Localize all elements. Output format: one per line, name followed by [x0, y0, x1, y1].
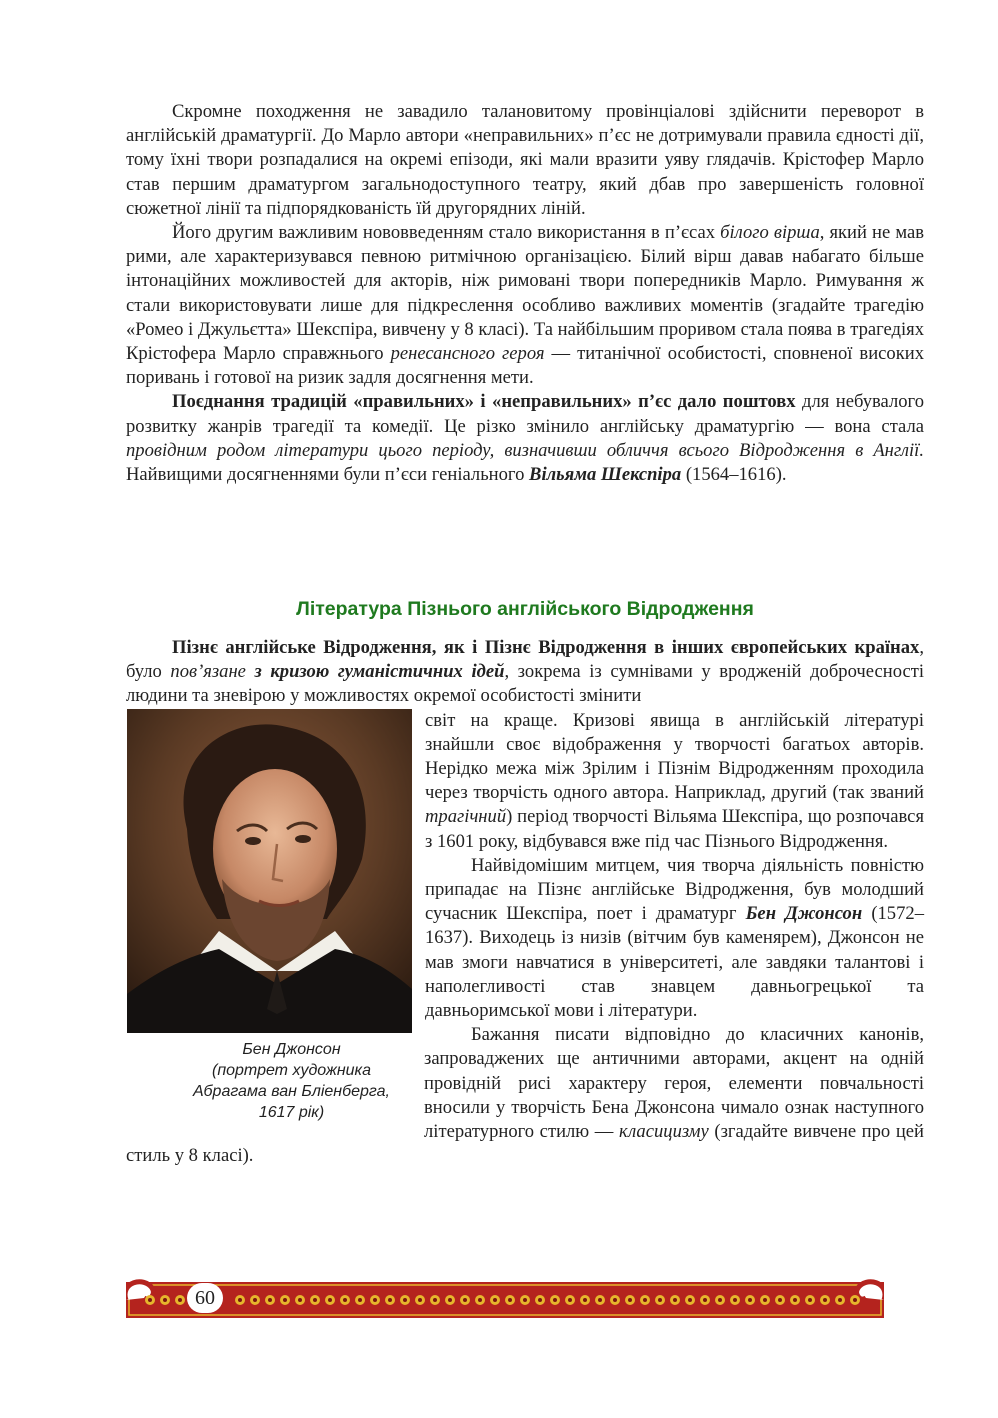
ornament-rosette-center	[553, 1298, 557, 1302]
ornament-rosette-center	[808, 1298, 812, 1302]
ornament-rosette-center	[358, 1298, 362, 1302]
ornament-rosette-center	[328, 1298, 332, 1302]
ornament-rosette-center	[673, 1298, 677, 1302]
ornament-rosette-center	[478, 1298, 482, 1302]
ornament-rosette-center	[688, 1298, 692, 1302]
ornament-rosette-center	[148, 1298, 152, 1302]
ornament-rosette-center	[343, 1298, 347, 1302]
ornament-rosette-center	[703, 1298, 707, 1302]
ornament-rosette-center	[163, 1298, 167, 1302]
ornament-rosette-center	[718, 1298, 722, 1302]
ornament-rosette-center	[238, 1298, 242, 1302]
section-heading: Література Пізнього англійського Відродження	[296, 598, 754, 620]
ornament-rosette-center	[388, 1298, 392, 1302]
ornament-rosette-center	[178, 1298, 182, 1302]
late-renaissance-text	[126, 636, 924, 1168]
ornament-rosette-center	[568, 1298, 572, 1302]
ornament-rosette-center	[373, 1298, 377, 1302]
ornament-rosette-center	[658, 1298, 662, 1302]
ornament-rosette-center	[268, 1298, 272, 1302]
ornament-rosette-center	[538, 1298, 542, 1302]
ornament-rosette-center	[763, 1298, 767, 1302]
ornament-rosette-center	[313, 1298, 317, 1302]
paragraph-3: Поєднання традицій «правильних» і «неправильних» п’єс дало поштовх для небувалого розвитку жанрів трагедії та комедії. Це різко змінило англійську драматургію — вона стала провідним родом літератури цього періоду, визначивши обличчя всього Відродження в Англії. Найвищими досягненнями були п’єси геніального Вільяма Шекспіра (1564–1616).	[126, 391, 924, 486]
paragraph-4: Пізнє англійське Відродження, як і Пізнє Відродження в інших європейських країнах, було пов’язане з кризою гуманістичних ідей, зокрема із сумнівами у вродженій доброчесності людини та зневірою у можливостях окремої особистості змінити	[126, 637, 924, 707]
ornament-rosette-center	[583, 1298, 587, 1302]
ornament-rosette-center	[628, 1298, 632, 1302]
ornament-rosette-center	[598, 1298, 602, 1302]
paragraph-2: Його другим важливим нововведенням стало використання в п’єсах білого вірша, який не мав рими, але характеризувався певною ритмічною організацією. Білий вірш давав набагато більше інтонаційних можливостей для акторів, ніж римовані твори попередників Марло. Римування ж стали використовувати лише для підкреслення особливо важливих моментів (згадайте трагедію «Ромео і Джульєтта» Шекспіра, вивчену у 8 класі). Та найбільшим проривом стала поява в трагедіях Крістофера Марло справжнього ренесансного героя — титанічної особистості, сповненої високих поривань і готової на ризик задля досягнення мети.	[126, 222, 924, 389]
ornament-rosette-center	[748, 1298, 752, 1302]
ornament-rosette-center	[823, 1298, 827, 1302]
paragraph-6: Бажання писати відповідно до класичних канонів, запроваджених ще античними авторами, акцент на одній провідній рисі характеру героя, елементи повчальності вносили у творчість Бена Джонсона чимало ознак наступного літературного стилю — класицизму (згадайте вивчене про цей стиль у 8 класі).	[126, 1024, 924, 1167]
ornament-rosette-center	[463, 1298, 467, 1302]
ornament-rosette-center	[433, 1298, 437, 1302]
portrait-caption	[126, 1039, 411, 1123]
intro-text	[126, 100, 924, 487]
ornament-rosette-center	[733, 1298, 737, 1302]
ornament-rosette-center	[643, 1298, 647, 1302]
ornament-rosette-center	[448, 1298, 452, 1302]
ornament-rosette-center	[508, 1298, 512, 1302]
caption-line-3: Абрагама ван Бліенберга,	[193, 1082, 390, 1100]
ornament-rosette-center	[493, 1298, 497, 1302]
ben-jonson-portrait	[127, 709, 412, 1033]
ornament-rosette-center	[778, 1298, 782, 1302]
caption-line-1: Бен Джонсон	[242, 1040, 341, 1058]
ornament-rosette-center	[793, 1298, 797, 1302]
caption-line-4: 1617 рік)	[258, 1103, 325, 1121]
ornament-rosette-center	[523, 1298, 527, 1302]
paragraph-4-continued: світ на краще. Кризові явища в англійській літературі знайшли своє відображення у творчості багатьох авторів. Нерідко межа між Зрілим і Пізнім Відродженням проходила через творчість одного автора. Наприклад, другий (так званий трагічний) період творчості Вільяма Шекспіра, що розпочався з 1601 року, відбувався вже під час Пізнього Відродження.	[425, 709, 924, 852]
paragraph-5: Найвідомішим митцем, чия творча діяльність повністю припадає на Пізнє англійське Відродження, був молодший сучасник Шекспіра, поет і драматург Бен Джонсон (1572–1637). Виходець із низів (вітчим був каменярем), Джонсон не мав змоги навчатися в університеті, але завдяки талантові і наполегливості став знавцем давньогрецької та давньоримської мови і літератури.	[425, 854, 924, 1022]
ornament-rosette-center	[838, 1298, 842, 1302]
ornament-rosette-center	[283, 1298, 287, 1302]
ornament-rosette-center	[403, 1298, 407, 1302]
page-number: 60	[187, 1283, 223, 1313]
portrait-painting-icon	[127, 709, 412, 1033]
ornament-rosette-center	[613, 1298, 617, 1302]
paragraph-1: Скромне походження не завадило талановитому провінціалові здійснити переворот в англійській драматургії. До Марло автори «неправильних» п’єс не дотримували правила єдності дії, тому їхні твори розпадалися на окремі епізоди, які мали вразити уяву глядачів. Крістофер Марло став першим драматургом загальнодоступного театру, який дбав про завершеність головної сюжетної лінії та підпорядкованість їй другорядних ліній.	[126, 101, 924, 219]
ornament-rosette-center	[853, 1298, 857, 1302]
ornament-rosette-center	[298, 1298, 302, 1302]
footer-ornament-icon	[126, 1272, 884, 1328]
ornament-rosette-center	[253, 1298, 257, 1302]
caption-line-2: (портрет художника	[211, 1061, 372, 1079]
ornament-rosette-center	[418, 1298, 422, 1302]
